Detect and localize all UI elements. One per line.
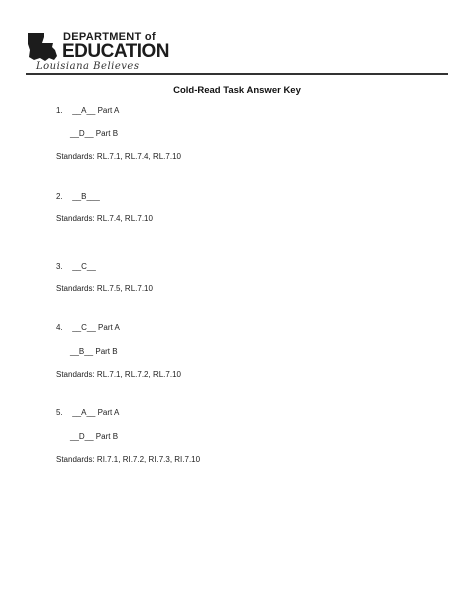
answer-part-b: __D__ Part B (70, 129, 119, 138)
question-1 (56, 106, 119, 115)
answer-part-a: __A__ Part A (72, 408, 120, 417)
standards-text: Standards: RL.7.5, RL.7.10 (56, 284, 153, 293)
question-4 (56, 323, 120, 332)
answer-part-a: __A__ Part A (72, 106, 120, 115)
question-number: 4. (56, 323, 63, 332)
question-number: 5. (56, 408, 63, 417)
question-2 (56, 192, 100, 201)
logo-education-text: EDUCATION (62, 41, 170, 62)
answer: __B___ (72, 192, 100, 201)
question-number: 2. (56, 192, 63, 201)
question-5 (56, 408, 119, 417)
standards-text: Standards: RL.7.1, RL.7.4, RL.7.10 (56, 152, 181, 161)
page-title: Cold-Read Task Answer Key (173, 85, 301, 96)
louisiana-state-icon (26, 30, 60, 64)
question-number: 1. (56, 106, 63, 115)
logo-tagline: Louisiana Believes (36, 61, 140, 72)
standards-text: Standards: RL.7.1, RL.7.2, RL.7.10 (56, 370, 181, 379)
answer-part-a: __C__ Part A (72, 323, 120, 332)
standards-text: Standards: RL.7.4, RL.7.10 (56, 214, 153, 223)
answer-part-b: __B__ Part B (70, 347, 118, 356)
logo-department-text: DEPARTMENT of (63, 31, 156, 43)
answer-part-b: __D__ Part B (70, 432, 119, 441)
question-number: 3. (56, 262, 63, 271)
answer: __C__ (72, 262, 96, 271)
standards-text: Standards: RI.7.1, RI.7.2, RI.7.3, RI.7.10 (56, 455, 201, 464)
question-3 (56, 262, 96, 271)
department-of-education-logo (26, 28, 170, 76)
header-divider (26, 73, 448, 75)
